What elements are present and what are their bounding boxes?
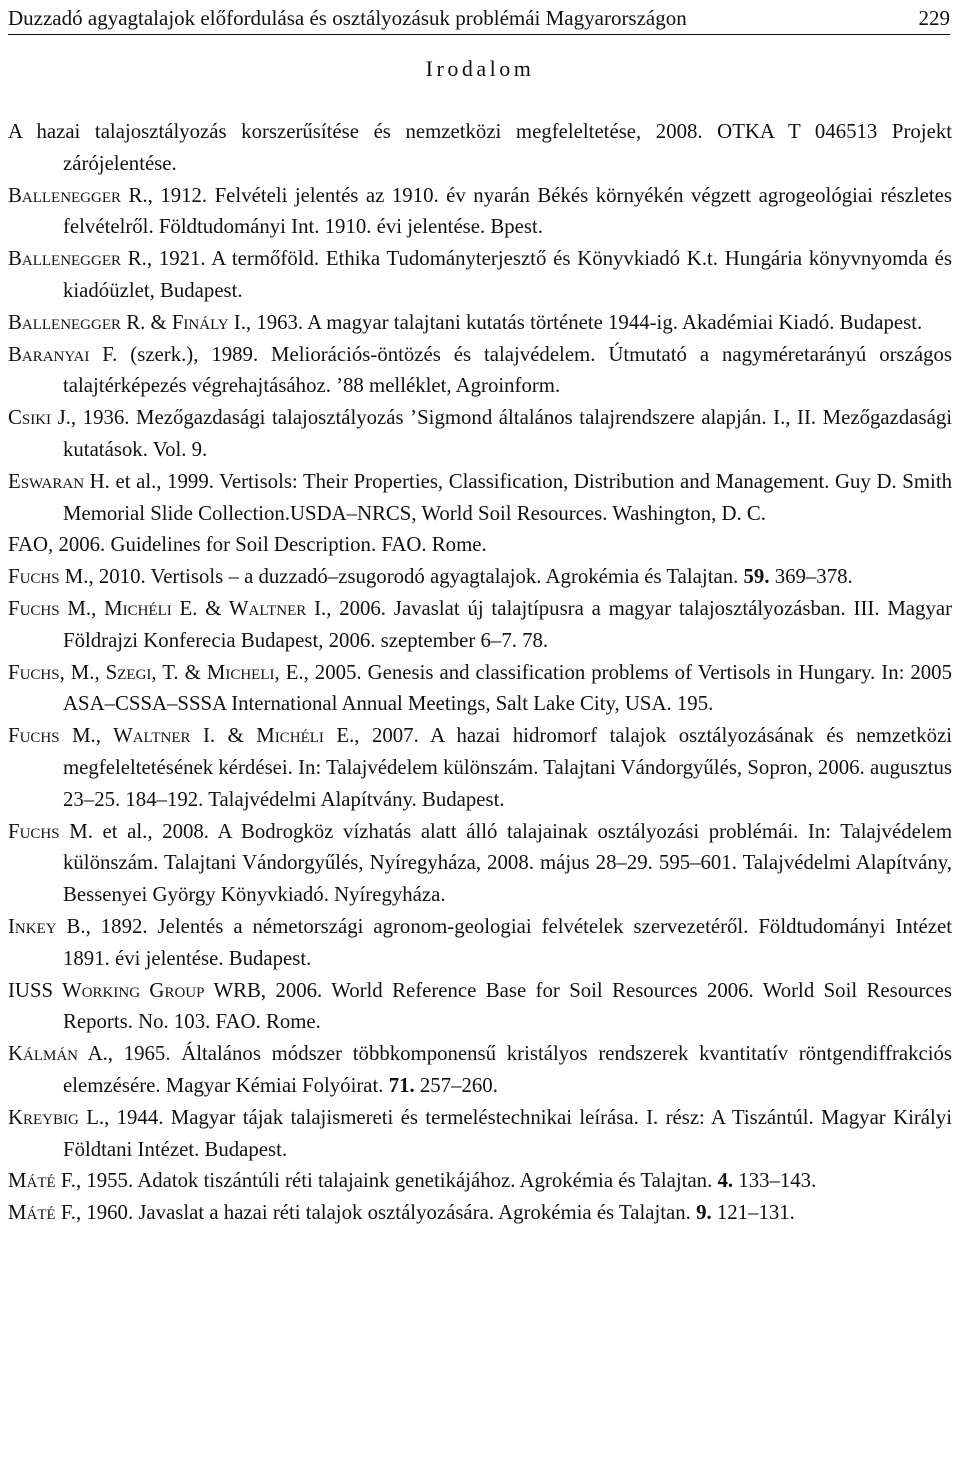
reference-text: A hazai talajosztályozás korszerűsítése és nemzetközi megfeleltetése, 2008. OTKA T 046513 Projekt zárójelentése. bbox=[8, 120, 952, 175]
reference-text: , 1912. Felvételi jelentés az 1910. év nyarán Békés környékén végzett agrogeológiai részletes felvételről. Földtudományi Int. 1910. évi jelentése. Bpest. bbox=[63, 183, 953, 239]
reference-text: , 2005. Genesis and classification problems of Vertisols in Hungary. In: 2005 ASA–CSSA–SSSA International Annual Meetings, Salt Lake City, USA. 195. bbox=[63, 660, 952, 716]
reference-item bbox=[8, 529, 952, 561]
reference-item bbox=[8, 593, 952, 657]
reference-text: , 1955. Adatok tiszántúli réti talajaink genetikájához. Agrokémia és Talajtan. bbox=[75, 1169, 713, 1193]
reference-item bbox=[8, 816, 952, 911]
reference-item bbox=[8, 561, 952, 593]
reference-item bbox=[8, 116, 952, 180]
reference-pages: 121–131. bbox=[711, 1201, 795, 1225]
reference-text: , 2007. A hazai hidromorf talajok osztályozásának és nemzetközi megfeleltetésének kérdései. In: Talajvédelem különszám. Talajtani Vándorgyűlés, Sopron, 2006. augusztus 23–25. 184–192. Talajvédelmi Alapítvány. Budapest. bbox=[63, 724, 953, 811]
reference-author: Máté F. bbox=[8, 1169, 76, 1193]
reference-text: , 1892. Jelentés a németországi agronom-geologiai felvételek szervezetéről. Földtudományi Intézet 1891. évi jelentése. Budapest. bbox=[63, 914, 952, 970]
reference-author: Fuchs M., Waltner I. & Michéli E. bbox=[8, 724, 355, 748]
reference-text: , 1936. Mezőgazdasági talajosztályozás ’Sigmond általános talajrendszere alapján. I., II. Mezőgazdasági kutatások. Vol. 9. bbox=[63, 406, 952, 461]
reference-item bbox=[8, 1038, 952, 1102]
reference-item bbox=[8, 1102, 952, 1166]
reference-author: Fuchs M. bbox=[8, 819, 93, 843]
reference-author: Baranyai F. bbox=[8, 342, 118, 366]
reference-item bbox=[8, 1197, 952, 1229]
reference-item bbox=[8, 466, 952, 530]
reference-author: Eswaran H. bbox=[8, 469, 110, 493]
reference-item bbox=[8, 402, 952, 466]
reference-text: , 1921. A termőföld. Ethika Tudományterjesztő és Könyvkiadó K.t. Hungária könyvnyomda és kiadóüzlet, Budapest. bbox=[63, 247, 952, 302]
reference-item bbox=[8, 975, 952, 1039]
reference-text: et al., 2008. A Bodrogköz vízhatás alatt álló talajainak osztályozási problémái. In: Talajvédelem különszám. Talajtani Vándorgyűlés, Nyíregyháza, 2008. május 28–29. 595–601. Talajvédelmi Alapítvány, Bessenyei György Könyvkiadó. Nyíregyháza. bbox=[63, 819, 953, 907]
reference-text: et al., 1999. Vertisols: Their Properties, Classification, Distribution and Management. Guy D. Smith Memorial Slide Collection.USDA–NRCS, World Soil Resources. Washington, D. C. bbox=[63, 469, 952, 525]
reference-text: , 1960. Javaslat a hazai réti talajok osztályozására. Agrokémia és Talajtan. bbox=[75, 1201, 691, 1225]
reference-item bbox=[8, 180, 952, 244]
reference-text: WRB, 2006. World Reference Base for Soil Resources 2006. World Soil Resources Reports. No. 103. FAO. Rome. bbox=[63, 978, 952, 1034]
reference-item bbox=[8, 911, 952, 975]
reference-author: Máté F. bbox=[8, 1201, 76, 1225]
reference-pages: 369–378. bbox=[769, 565, 853, 589]
reference-item bbox=[8, 657, 952, 721]
reference-pages: 257–260. bbox=[414, 1073, 498, 1097]
reference-item bbox=[8, 1165, 952, 1197]
reference-text: , 1965. Általános módszer többkomponensű kristályos rendszerek kvantitatív röntgendiffrakciós elemzésére. Magyar Kémiai Folyóirat. bbox=[63, 1042, 952, 1097]
reference-list bbox=[8, 116, 952, 1229]
reference-text: FAO, 2006. Guidelines for Soil Description. FAO. Rome. bbox=[8, 533, 487, 557]
reference-author: Csiki J. bbox=[8, 406, 71, 430]
reference-author: Fuchs M. bbox=[8, 565, 89, 589]
reference-volume: 9. bbox=[696, 1201, 712, 1225]
reference-volume: 71. bbox=[388, 1073, 415, 1097]
reference-item bbox=[8, 339, 952, 403]
reference-item bbox=[8, 307, 952, 339]
reference-text: , 2010. Vertisols – a duzzadó–zsugorodó agyagtalajok. Agrokémia és Talajtan. bbox=[88, 565, 739, 589]
reference-text: , 1944. Magyar tájak talajismereti és termeléstechnikai leírása. I. rész: A Tiszántúl. Magyar Királyi Földtani Intézet. Budapest. bbox=[63, 1105, 952, 1161]
reference-text: (szerk.), 1989. Meliorációs-öntözés és talajvédelem. Útmutató a nagyméretarányú országos talajtérképezés végrehajtásához. ’88 melléklet, Agroinform. bbox=[63, 342, 953, 398]
reference-item bbox=[8, 720, 952, 815]
reference-volume: 59. bbox=[743, 565, 770, 589]
reference-author: Fuchs M., Michéli E. & Waltner I. bbox=[8, 596, 327, 620]
reference-author: Ballenegger R. & Finály I. bbox=[8, 310, 246, 334]
running-title: Duzzadó agyagtalajok előfordulása és osztályozásuk problémái Magyarországon bbox=[8, 5, 687, 30]
reference-author: IUSS Working Group bbox=[8, 978, 205, 1002]
reference-item bbox=[8, 243, 952, 307]
reference-author: Ballenegger R. bbox=[8, 183, 148, 207]
reference-author: Kálmán A. bbox=[8, 1042, 108, 1066]
reference-volume: 4. bbox=[717, 1169, 734, 1193]
page-number: 229 bbox=[918, 5, 950, 30]
section-title: Irodalom bbox=[425, 56, 535, 81]
reference-text: , 1963. A magyar talajtani kutatás története 1944-ig. Akadémiai Kiadó. Budapest. bbox=[245, 310, 923, 334]
reference-author: Inkey B. bbox=[8, 914, 86, 938]
reference-pages: 133–143. bbox=[733, 1169, 817, 1193]
reference-author: Kreybig L. bbox=[8, 1105, 105, 1129]
reference-author: Fuchs, M., Szegi, T. & Micheli, E. bbox=[8, 660, 304, 684]
running-header bbox=[8, 2, 950, 35]
reference-author: Ballenegger R. bbox=[8, 247, 147, 271]
reference-text: , 2006. Javaslat új talajtípusra a magyar talajosztályozásban. III. Magyar Földrajzi Konferecia Budapest, 2006. szeptember 6–7. 78. bbox=[63, 596, 952, 652]
